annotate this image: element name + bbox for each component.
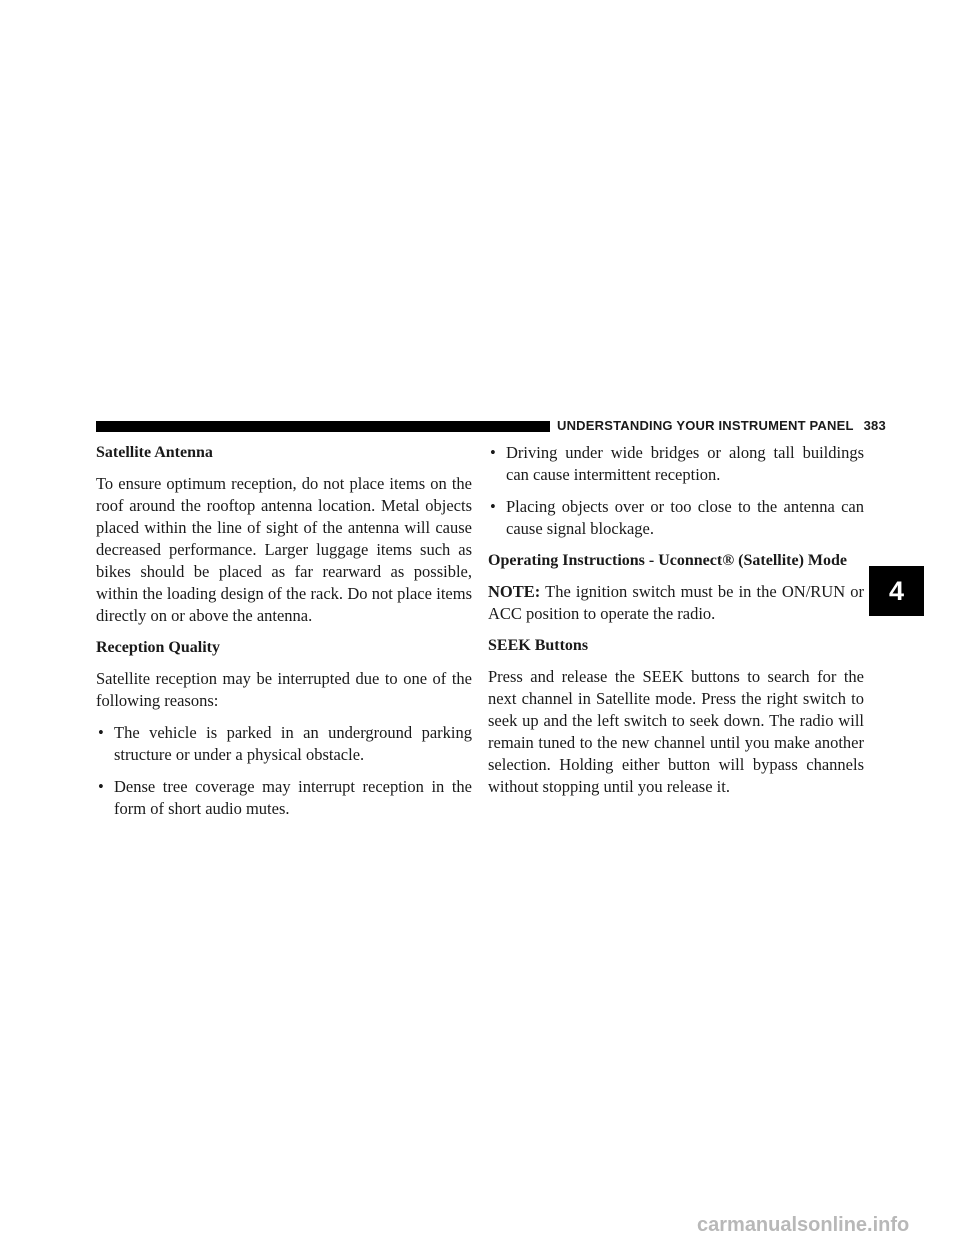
section-title: UNDERSTANDING YOUR INSTRUMENT PANEL xyxy=(557,418,854,433)
bullet-icon: • xyxy=(490,443,496,462)
left-column xyxy=(96,442,472,830)
list-item-text: Driving under wide bridges or along tall buildings can cause intermittent reception. xyxy=(506,443,864,484)
paragraph-satellite-antenna: To ensure optimum reception, do not place items on the roof around the rooftop antenna location. Metal objects placed within the line of sight of the antenna will cause decreased performance. Larger luggage items such as bikes should be placed as far rearward as possible, within the loading design of the rack. Do not place items directly on or above the antenna. xyxy=(96,474,472,625)
paragraph-reception-intro: Satellite reception may be interrupted due to one of the following reasons: xyxy=(96,669,472,710)
heading-satellite-antenna: Satellite Antenna xyxy=(96,444,213,461)
reception-reasons-list xyxy=(96,722,472,820)
note-paragraph xyxy=(488,581,864,625)
running-header xyxy=(557,418,886,433)
list-item xyxy=(96,722,472,766)
list-item-text: Dense tree coverage may interrupt reception in the form of short audio mutes. xyxy=(114,777,472,818)
list-item xyxy=(488,442,864,486)
heading-seek-buttons: SEEK Buttons xyxy=(488,637,589,654)
bullet-icon: • xyxy=(490,497,496,516)
list-item-text: Placing objects over or too close to the antenna can cause signal blockage. xyxy=(506,497,864,538)
page-number: 383 xyxy=(863,418,886,433)
list-item xyxy=(96,776,472,820)
bullet-icon: • xyxy=(98,723,104,742)
list-item xyxy=(488,496,864,540)
list-item-text: The vehicle is parked in an underground parking structure or under a physical obstacle. xyxy=(114,723,472,764)
chapter-tab: 4 xyxy=(869,566,924,616)
note-text: The ignition switch must be in the ON/RUN or ACC position to operate the radio. xyxy=(488,582,864,623)
note-label: NOTE: xyxy=(488,582,541,601)
right-column xyxy=(488,442,864,808)
bullet-icon: • xyxy=(98,777,104,796)
reception-reasons-list-continued xyxy=(488,442,864,540)
watermark: carmanualsonline.info xyxy=(697,1214,910,1236)
paragraph-seek-buttons: Press and release the SEEK buttons to search for the next channel in Satellite mode. Press the right switch to seek up and the left switch to seek down. The radio will remain tuned to the new channel until you make another selection. Holding either button will bypass channels without stopping until you release it. xyxy=(488,667,864,796)
heading-operating-instructions: Operating Instructions - Uconnect® (Satellite) Mode xyxy=(488,552,848,569)
heading-reception-quality: Reception Quality xyxy=(96,639,220,656)
header-rule-bar xyxy=(96,421,550,432)
